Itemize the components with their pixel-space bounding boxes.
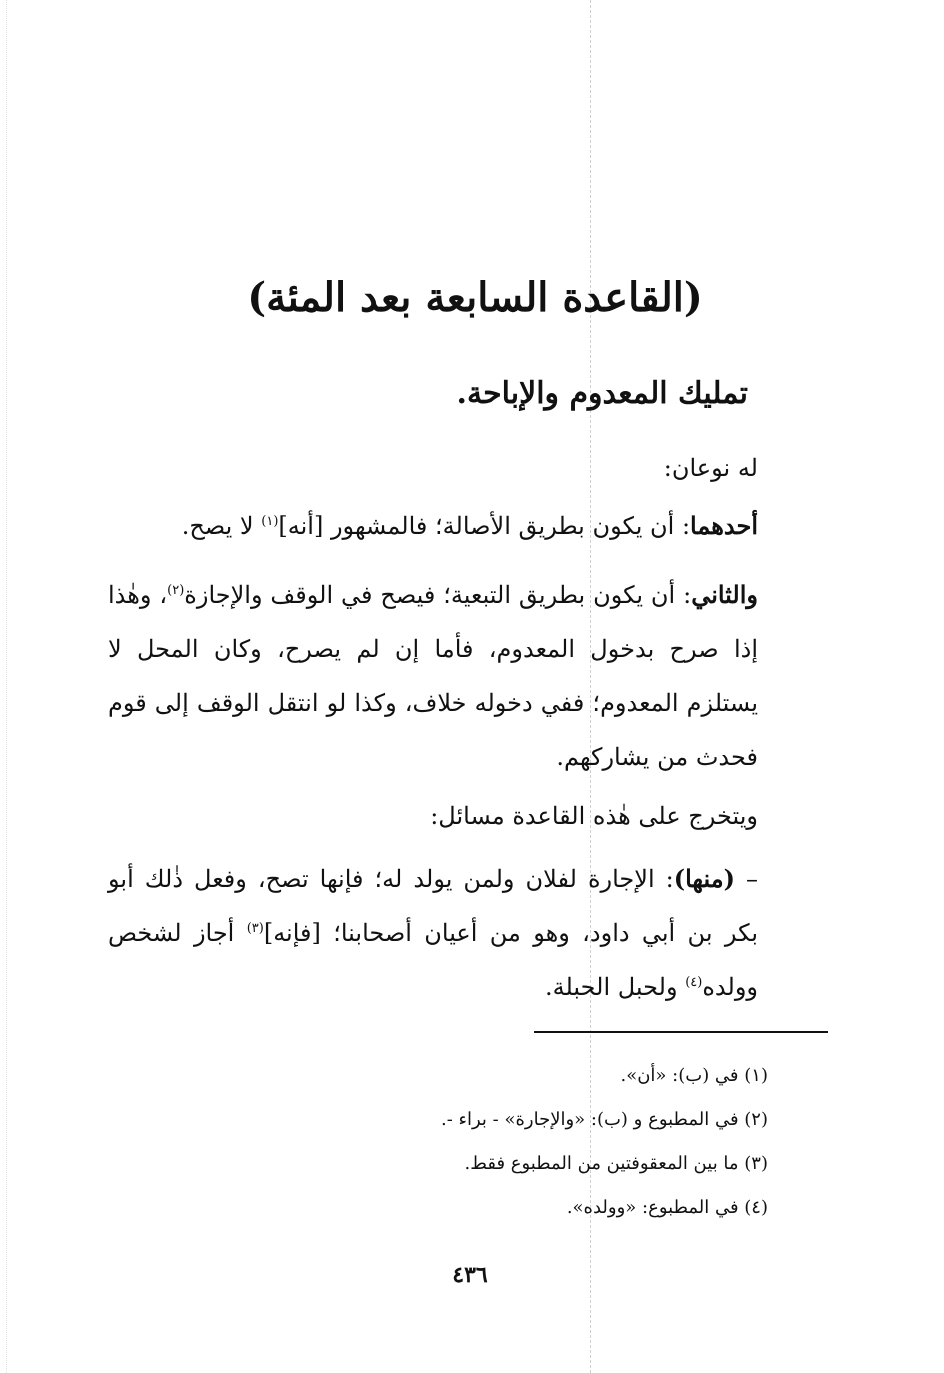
footnote-ref-3[interactable]: (٣) [246,921,264,936]
footnote-1: (١) في (ب): «أن». [620,1065,768,1086]
section-subtitle: تمليك المعدوم والإباحة. [456,376,748,411]
footnote-separator [534,1031,828,1033]
footnote-ref-2[interactable]: (٢) [167,583,185,598]
footnote-3: (٣) ما بين المعقوفتين من المطبوع فقط. [464,1153,768,1174]
issue-one-paragraph [108,852,758,1014]
footnote-ref-1[interactable]: (١) [261,514,279,529]
second-type-text-end: ، وهٰذا إذا صرح بدخول المعدوم، فأما إن لم يصرح، وكان المحل لا يستلزم المعدوم؛ ففي دخوله خلاف، وكذا لو انتقل الوقف إلى قوم فحدث من يشاركهم. [108,581,758,771]
chapter-title: (القاعدة السابعة بعد المئة) [247,274,703,321]
footnote-2: (٢) في المطبوع و (ب): «والإجارة» - براء -. [441,1109,768,1130]
issue-one-label: (منها) [673,864,735,893]
first-type-text-end: لا يصح. [181,512,262,540]
page-number: ٤٣٦ [452,1262,488,1288]
first-type-text: : أن يكون بطريق الأصالة؛ فالمشهور [أنه] [278,512,691,540]
intro-line: له نوعان: [663,454,758,482]
issue-dash: – [734,865,758,893]
first-type-label: أحدهما [690,511,758,540]
second-type-paragraph [108,568,758,784]
issue-one-text: : الإجارة لفلان ولمن يولد له؛ فإنها تصح، وفعل ذٰلك أبو بكر بن أبي داود، وهو من أعيان أصحابنا؛ [فإنه] [108,865,759,947]
issue-one-text-end: ولحبل الحبلة. [544,973,686,1001]
first-type-paragraph [182,510,758,542]
footnote-4: (٤) في المطبوع: «وولده». [566,1197,768,1218]
second-type-label: والثاني [691,580,758,609]
second-type-text: : أن يكون بطريق التبعية؛ فيصح في الوقف والإجازة [184,581,692,609]
footnote-ref-4[interactable]: (٤) [685,975,703,990]
page-edge-line [6,0,8,1373]
issue-one-text-mid: أجاز لشخص وولده [108,919,758,1001]
issues-intro-line: ويتخرج على هٰذه القاعدة مسائل: [430,802,758,830]
